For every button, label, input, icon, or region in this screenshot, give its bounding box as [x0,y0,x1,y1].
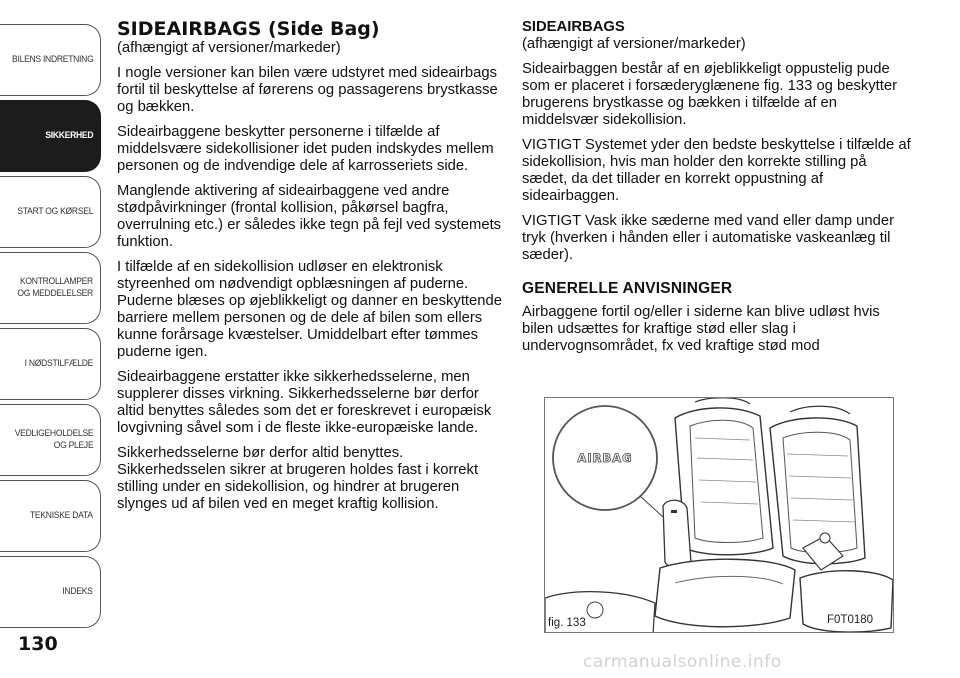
paragraph: Sideairbaggene beskytter personerne i tilfælde af middelsvære sidekollisioner idet puden indskydes mellem personen og de indvendige dele af karrosseriets side. [117,124,494,174]
figure-code: F0T0180 [827,614,874,626]
tab-label: START OG KØRSEL [17,206,93,217]
tab-tekniske-data[interactable] [0,480,101,552]
tab-kontrollamper[interactable] [0,252,101,324]
figure-caption: fig. 133 [548,617,586,629]
page-title: SIDEAIRBAGS (Side Bag) [117,18,380,40]
tab-label: VEDLIGEHOLDELSE OG PLEJE [14,428,93,451]
paragraph: Manglende aktivering af sideairbaggene ved andre stødpåvirkninger (frontal kollision, påkørsel bagfra, overrulning etc.) er således ikke tegn på fejl ved systemets funktion. [117,183,502,250]
tab-label: BILENS INDRETNING [11,54,93,65]
paragraph: VIGTIGT Vask ikke sæderne med vand eller damp under tryk (hverken i hånden eller i automatiske vaskeanlæg til sæder). [522,213,895,263]
tab-label: TEKNISKE DATA [30,510,93,521]
tab-sikkerhed[interactable] [0,100,101,172]
chapter-tabs [0,0,104,640]
tab-vedligeholdelse[interactable] [0,404,101,476]
watermark-text: carmanualsonline.info [583,652,782,672]
tab-i-nodstilfaelde[interactable] [0,328,101,400]
tab-start-og-korsel[interactable] [0,176,101,248]
paragraph: I tilfælde af en sidekollision udløser en elektronisk styreenhed om nødvendigt opblæsningen af puderne. Puderne blæses op øjeblikkeligt og danner en beskyttende barriere mellem personen og de dele af bilen som ellers kunne forårsage kvæstelser. Umiddelbart efter tømmes puderne igen. [117,259,502,360]
section-title: SIDEAIRBAGS [522,19,625,35]
paragraph: Sikkerhedsselerne bør derfor altid benyttes. Sikkerhedsselen sikrer at brugeren holdes fast i korrekt stilling under en sidekollision, og hindrer at brugeren slynges ud af bilen ved en meget kraftig kollision. [117,445,479,512]
paragraph: Sideairbaggene erstatter ikke sikkerhedsselerne, men supplerer disses virkning. Sikkerhedsselerne bør derfor altid benyttes således som det er foreskrevet i europæisk lovgivning såvel som i de fleste ikke-europæiske lande. [117,369,492,436]
right-column [522,19,914,363]
left-column [117,18,502,521]
tab-label: I NØDSTILFÆLDE [24,358,93,369]
section-heading: GENERELLE ANVISNINGER [522,280,733,297]
paragraph: Airbaggene fortil og/eller i siderne kan blive udløst hvis bilen udsættes for kraftige stød eller slag i undervognsområdet, fx ved kraftige stød mod [522,304,880,354]
paragraph: Sideairbaggen består af en øjeblikkeligt oppustelig pude som er placeret i forsæderyglænene fig. 133 og beskytter brugerens brystkasse og bækken i tilfælde af en middelsvær sidekollision. [522,61,898,128]
tab-label: SIKKERHED [45,130,93,141]
page-number: 130 [18,633,58,655]
tab-indeks[interactable] [0,556,101,628]
seat-illustration [545,398,894,633]
paragraph: I nogle versioner kan bilen være udstyret med sideairbags fortil til beskyttelse af førerens og passagerens brystkasse og bækken. [117,65,498,115]
tab-label: KONTROLLAMPER OG MEDDELELSER [17,276,93,299]
paragraph: VIGTIGT Systemet yder den bedste beskyttelse i tilfælde af sidekollision, hvis man holder den korrekte stilling på sædet, da det tillader en korrekt oppustning af sideairbaggen. [522,137,911,204]
tab-bilens-indretning[interactable] [0,24,101,96]
airbag-badge-text: AIRBAG [577,451,633,465]
tab-label: INDEKS [62,586,93,597]
figure-seat-airbag [544,397,894,633]
section-subtitle: (afhængigt af versioner/markeder) [522,36,746,52]
page-subtitle: (afhængigt af versioner/markeder) [117,40,341,56]
